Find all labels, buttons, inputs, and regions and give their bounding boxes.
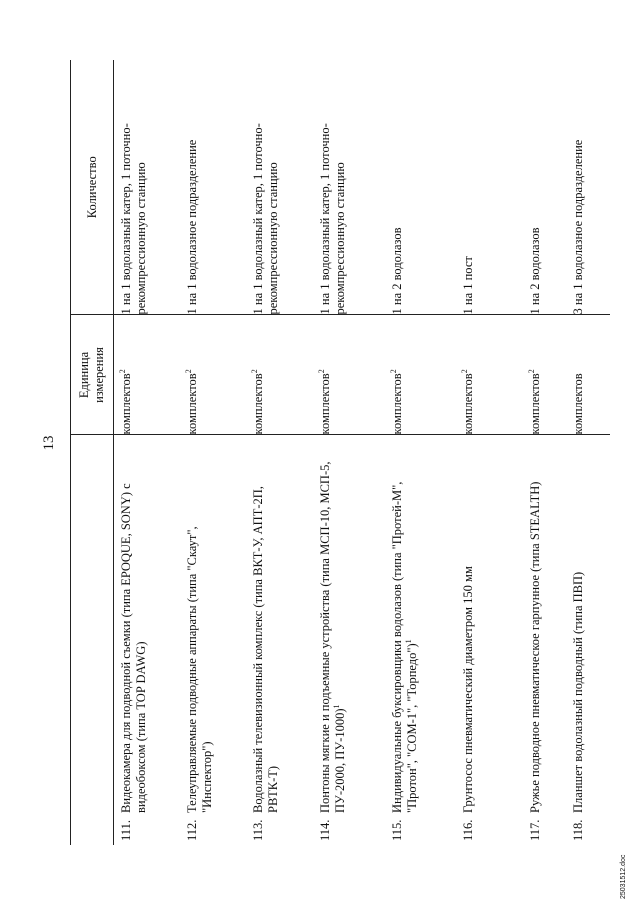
quantity-cell: 1 на 1 водолазный катер, 1 поточно-рекомпрессионную станцию	[313, 60, 385, 315]
item-number: 115.	[389, 819, 404, 841]
unit-cell	[246, 315, 312, 435]
unit-cell	[385, 315, 457, 435]
footnote-marker: 1	[331, 704, 341, 709]
item-name: Планшет водолазный подводный (типа ПВП)	[571, 571, 586, 813]
item-name-cell	[456, 435, 522, 845]
quantity-cell: 1 на 1 водолазное подразделение	[180, 60, 246, 315]
quantity-cell: 1 на 2 водолазов	[523, 60, 567, 315]
header-name	[71, 435, 114, 845]
footnote-marker: 2	[460, 369, 470, 374]
table-row	[313, 60, 385, 845]
item-name: Ружье подводное пневматическое гарпунное (типа STEALTH)	[527, 481, 542, 813]
item-name-cell	[385, 435, 457, 845]
table-row	[246, 60, 312, 845]
page-number: 13	[41, 435, 57, 451]
item-name-cell	[114, 435, 180, 845]
unit-cell	[523, 315, 567, 435]
unit-text: комплектов	[461, 373, 476, 435]
unit-cell	[114, 315, 180, 435]
table-row	[456, 60, 522, 845]
item-name: Индивидуальные буксировщики водолазов (типа "Протей-М", "Протон", "СОМ-1", "Торпедо")	[389, 481, 419, 813]
item-number: 112.	[184, 819, 199, 841]
item-name: Телеуправляемые подводные аппараты (типа "Скаут", "Инспектор")	[184, 526, 214, 813]
quantity-cell: 1 на 2 водолазов	[385, 60, 457, 315]
item-number: 114.	[317, 819, 332, 841]
header-quantity: Количество	[71, 60, 114, 315]
unit-text: комплектов	[251, 373, 266, 435]
footnote-marker: 2	[316, 369, 326, 374]
item-number: 118.	[571, 819, 586, 841]
unit-text: комплектов	[527, 373, 542, 435]
item-number: 111.	[119, 820, 133, 841]
unit-cell	[456, 315, 522, 435]
item-name-cell	[566, 435, 610, 845]
unit-text: комплектов	[571, 373, 586, 435]
footer-filename: 25031512.doc	[620, 854, 627, 899]
item-name: Понтоны мягкие и подъемные устройства (типа МСП-10, МСП-5, ПУ-2000, ПУ-1000)	[317, 461, 347, 813]
table-row	[566, 60, 610, 845]
footnote-marker: 2	[117, 369, 127, 374]
item-name-cell	[523, 435, 567, 845]
quantity-cell: 1 на 1 пост	[456, 60, 522, 315]
item-name-cell	[180, 435, 246, 845]
table-row	[114, 60, 180, 845]
footnote-marker: 2	[526, 369, 536, 374]
quantity-cell: 3 на 1 водолазное подразделение	[566, 60, 610, 315]
unit-cell	[313, 315, 385, 435]
item-name-cell	[246, 435, 312, 845]
item-name: Грунтосос пневматический диаметром 150 мм	[461, 566, 476, 813]
item-name: Видеокамера для подводной съемки (типа EPOQUE, SONY) с видеобоксом (типа TOP DAWG)	[119, 483, 148, 813]
item-number: 117.	[527, 819, 542, 841]
quantity-cell: 1 на 1 водолазный катер, 1 поточно-рекомпрессионную станцию	[246, 60, 312, 315]
unit-cell	[180, 315, 246, 435]
footnote-marker: 2	[250, 369, 260, 374]
table-row	[385, 60, 457, 845]
unit-text: комплектов	[119, 373, 133, 435]
item-number: 116.	[461, 819, 476, 841]
table-row	[180, 60, 246, 845]
item-name-cell	[313, 435, 385, 845]
footnote-marker: 2	[183, 369, 193, 374]
quantity-cell: 1 на 1 водолазный катер, 1 поточно-рекомпрессионную станцию	[114, 60, 180, 315]
unit-cell	[566, 315, 610, 435]
unit-text: комплектов	[317, 373, 332, 435]
unit-text: комплектов	[389, 373, 404, 435]
item-number: 113.	[251, 819, 266, 841]
item-name: Водолазный телевизионный комплекс (типа ВКТ-У, АПТ-2П, РВТК-Т)	[251, 486, 281, 813]
table-row	[523, 60, 567, 845]
footnote-marker: 2	[388, 369, 398, 374]
footnote-marker: 1	[403, 639, 413, 644]
header-unit: Единица измерения	[71, 315, 114, 435]
unit-text: комплектов	[184, 373, 199, 435]
equipment-table	[70, 60, 610, 845]
table-header-row	[71, 60, 114, 845]
